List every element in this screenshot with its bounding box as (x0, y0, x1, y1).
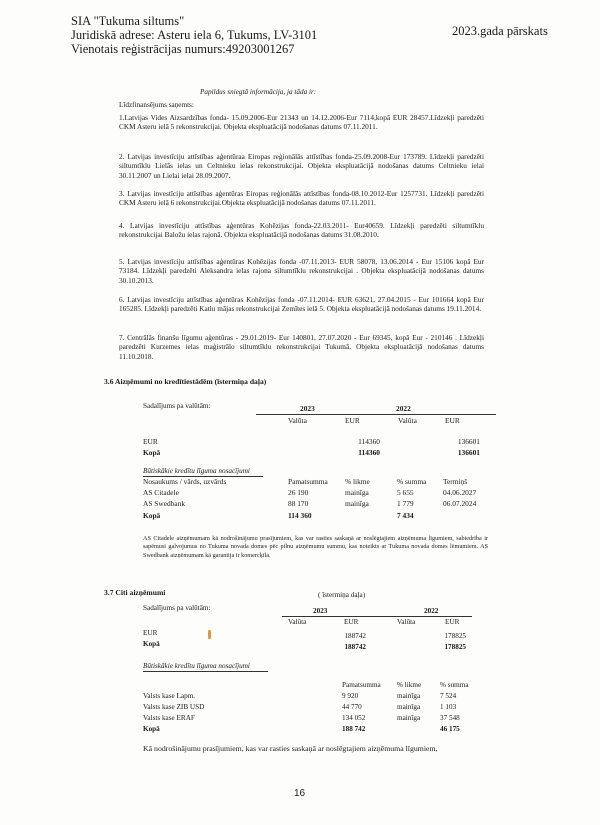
column-eur: EUR (344, 618, 359, 626)
terms-header-principal: Pamatsumma (288, 477, 328, 486)
year-2023-header: 2023 (300, 404, 315, 413)
interest-value: 7 524 (440, 692, 457, 700)
page-number: 16 (294, 788, 306, 799)
principal-value: 26 190 (288, 488, 309, 497)
interest-value: 1 103 (440, 703, 457, 711)
company-name: SIA "Tukuma siltums" (71, 14, 185, 28)
intro-text: Papildus sniegtā informācija, ja tāda ir: (200, 88, 317, 96)
principal-value: 88 170 (288, 499, 309, 508)
rate-value: mainīga (397, 714, 421, 722)
section-3-7-note: Kā nodrošinājumu prasījumiem, kas var rasties saskaņā ar noslēgtajiem aizņēmuma līgumiem, (143, 744, 438, 753)
value-2023: 114360 (358, 437, 380, 446)
section-3-6-note: AS Citadele aizņēmumam kā nodrošinājumu prasījumiem, kas var rasties saskaņā ar noslēgtajiem aizņēmuma līgumiem, sabiedrība ir sapēmusi galvojumus no Tukuma novada domes pēc pilnu aizņēmumu summu, kas noteikts ar Tukuma novada domes lēmumiem. AS Swedbank aizņēmumam kā garantija ir komercķīla. (143, 535, 488, 559)
interest-value: 1 779 (397, 499, 414, 508)
total-2023: 188742 (344, 643, 366, 651)
term-value: 04.06.2027 (443, 488, 477, 497)
column-eur: EUR (445, 618, 460, 626)
total-2022: 136601 (457, 448, 480, 457)
term-value: 06.07.2024 (443, 499, 477, 508)
value-2022: 136601 (457, 437, 480, 446)
terms-header-name: Nosaukums / vārds, uzvārds (143, 477, 227, 486)
total-2023: 114360 (358, 448, 380, 457)
cofinancing-paragraph: 3. Latvijas investīciju attīstības aģentūras Eiropas reģionālās attīstības fonda-08.10.2012-Eur 1257731. Līdzekļi paredzēti CKM Asteru ielā 6 rekonstrukcijai.Objekta ekspluatācijā nodošanas datums 07.11.2011. (119, 189, 484, 208)
terms-header-interest: % summa (397, 477, 427, 486)
terms-header-term: Termiņš (443, 477, 468, 486)
section-3-6-title: 3.6 Aizņēmumi no kredītiestādēm (īstermiņa daļa) (104, 377, 267, 386)
total-2022: 178825 (444, 643, 466, 651)
year-2022-header: 2022 (396, 404, 411, 413)
year-2023-header: 2023 (313, 607, 328, 615)
interest-value: 37 548 (440, 714, 460, 722)
currency-breakdown-label: Sadalījums pa valūtām: (143, 604, 211, 612)
rate-value: mainīga (397, 692, 421, 700)
column-valuta: Valūta (288, 618, 307, 626)
lender-name: Valsts kase ERAF (143, 714, 195, 722)
column-valuta: Valūta (288, 416, 307, 425)
column-valuta: Valūta (397, 618, 416, 626)
cofinancing-paragraph: 6. Latvijas investīciju attīstības aģentūras Kohēzijas fonda -07.11.2014- EUR 63621, 27.04.2015 - Eur 101664 kopā Eur 165285. Līdzekļi paredzēti Katlu mājas rekonstrukcijai Zemītes ielā 5. Objekta ekspluatācijā nodošanas datums 19.11.2014. (119, 295, 484, 314)
terms-header-interest: % summa (440, 681, 469, 689)
header-rule (256, 414, 496, 415)
column-eur: EUR (345, 416, 360, 425)
rate-value: mainīga (345, 499, 369, 508)
interest-value: 5 655 (397, 488, 414, 497)
column-valuta: Valūta (398, 416, 417, 425)
principal-value: 134 052 (342, 714, 366, 722)
lender-name: AS Citadele (143, 488, 179, 497)
row-label: EUR (143, 629, 158, 637)
lender-name: Valsts kase ZIB USD (143, 703, 205, 711)
report-title: 2023.gada pārskats (452, 24, 548, 38)
terms-total-label: Kopā (143, 725, 160, 733)
terms-total-principal: 188 742 (342, 725, 366, 733)
cofinancing-paragraph: 5. Latvijas investīciju attīstības aģentūras Kohēzijas fonda -07.11.2013- EUR 58078, 13.06.2014 - Eur 15106 kopā Eur 73184. Līdzekļi paredzēti Aleksandra ielas rajona siltumtīklu rekonstrukcijai . Objekta ekspluatācijā nodošanas datums 30.10.2013. (119, 257, 484, 285)
registration-number: Vienotais reģistrācijas numurs:49203001267 (71, 42, 295, 56)
lender-name: AS Swedbank (143, 499, 186, 508)
principal-value: 44 770 (342, 703, 362, 711)
loan-terms-title: Būtiskākie kredītu līguma nosacījumi (143, 662, 250, 670)
terms-total-label: Kopā (143, 511, 161, 520)
ink-mark (208, 630, 211, 639)
terms-total-interest: 7 434 (397, 511, 414, 520)
value-2022: 178825 (444, 632, 466, 640)
section-3-7-title: 3.7 Citi aizņēmumi (104, 588, 166, 597)
cofinancing-paragraph: 7. Centrālās finanšu līgumu aģentūras - 29.01.2019- Eur 140801, 27.07.2020 - Eur 69345, kopā Eur - 210146 . Līdzekļi paredzēti Kurzemes ielas maģistrālo siltumtīklu rekonstrukcijai Tukumā. Objekta ekspluatācijā nodošanas datums 11.10.2018. (119, 333, 484, 361)
cofinancing-heading: Līdzfinansējums saņemts: (119, 101, 194, 109)
terms-rule (143, 671, 268, 672)
year-2022-header: 2022 (424, 607, 439, 615)
total-label: Kopā (143, 448, 161, 457)
section-3-7-subtitle: ( īstermiņa daļa) (318, 591, 366, 599)
terms-total-principal: 114 360 (288, 511, 312, 520)
cofinancing-paragraph: 4. Latvijas investīciju attīstības aģentūras Kohēzijas fonda-22.03.2011- Eur40659. Līdzekļi paredzēti siltumtīklu rekonstrukcijai Baložu ielas rajonā. Objekta ekspluatācijā nodošanas datums 31.08.2010. (119, 221, 484, 240)
terms-header-rate: % likme (345, 477, 370, 486)
lender-name: Valsts kase Lapm. (143, 692, 196, 700)
terms-total-interest: 46 175 (440, 725, 460, 733)
terms-header-rate: % likme (397, 681, 422, 689)
column-eur: EUR (445, 416, 460, 425)
cofinancing-paragraph: 1.Latvijas Vides Aizsardzības fonda- 15.09.2006-Eur 21343 un 14.12.2006-Eur 7114,kopā EUR 28457.Līdzekļi paredzēti CKM Asteru ielā 5 rekonstrukcijai. Objekta ekspluatācijā nodošanas datums 07.11.2011. (119, 113, 484, 132)
row-label: EUR (143, 437, 158, 446)
rate-value: mainīga (345, 488, 369, 497)
value-2023: 188742 (344, 632, 366, 640)
loan-terms-title: Būtiskākie kredītu līguma nosacījumi (143, 467, 250, 475)
currency-breakdown-label: Sadalījums pa valūtām: (143, 402, 211, 410)
rate-value: mainīga (397, 703, 421, 711)
cofinancing-paragraph: 2. Latvijas investīciju attīstības aģentūraa Eiropas reģionālās attīstības fonda-25.09.2008-Eur 173789. Līdzekļi paredzēti siltumtīklu Lielās ielas un Celtnieku ielas rekonstrukcijai. Objekta ekspluatācijā nodošanas datums Celtnieku ielai 30.11.2007 un Lielai ielai 28.09.2007. (119, 152, 484, 180)
company-address: Juridiskā adrese: Asteru iela 6, Tukums, LV-3101 (71, 28, 318, 42)
terms-header-principal: Pamatsumma (342, 681, 381, 689)
header-rule (282, 616, 472, 617)
total-label: Kopā (143, 640, 160, 648)
principal-value: 9 920 (342, 692, 359, 700)
